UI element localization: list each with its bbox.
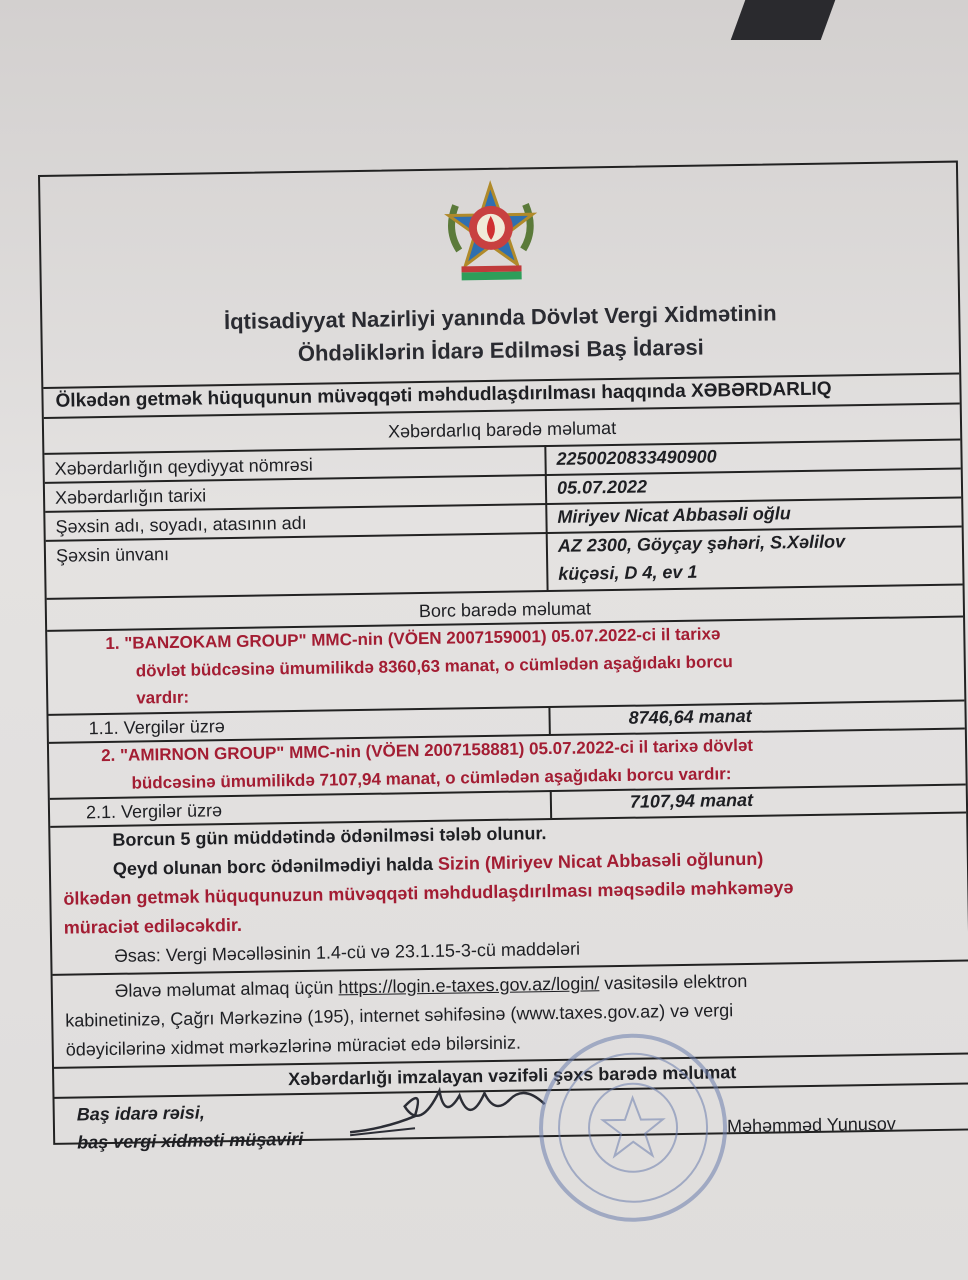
debt-item-2-sub-label: 2.1. Vergilər üzrə (85, 800, 223, 823)
header-line-1: İqtisadiyyat Nazirliyi yanında Dövlət Vergi Xidmətinin (223, 300, 777, 335)
signer-position-1: Baş idarə rəisi, (76, 1102, 205, 1125)
notice-value-date: 05.07.2022 (556, 476, 648, 498)
notice-value-registration: 2250020833490900 (556, 446, 717, 469)
notice-label-address: Şəxsin ünvanı (55, 543, 170, 566)
payment-requirement: Borcun 5 gün müddətində ödənilməsi tələb olunur. (112, 823, 547, 850)
notice-label-registration: Xəbərdarlığın qeydiyyat nömrəsi (54, 454, 313, 479)
info-line-1-end: vasitəsilə elektron (599, 970, 748, 994)
info-line-1 (115, 971, 748, 1002)
info-line-1-start: Əlavə məlumat almaq üçün (114, 977, 339, 1001)
info-line-2: kabinetinizə, Çağrı Mərkəzinə (195), internet səhifəsinə (www.taxes.gov.az) və vergi (65, 1000, 734, 1031)
legal-basis: Əsas: Vergi Məcəlləsinin 1.4-cü və 23.1.15-3-cü maddələri (114, 938, 581, 966)
document-title: Ölkədən getmək hüququnun müvəqqəti məhdudlaşdırılması haqqında XƏBƏRDARLIQ (55, 378, 832, 412)
warning-line-4: müraciət ediləcəkdir. (63, 914, 243, 938)
debt-item-2-line-1: 2. "AMIRNON GROUP" MMC-nin (VÖEN 2007158881) 05.07.2022-ci il tarixə dövlət (100, 735, 754, 766)
notice-value-name: Miriyev Nicat Abbasəli oğlu (557, 503, 791, 527)
state-emblem-icon (440, 179, 542, 291)
debt-item-1-line-3: vardır: (136, 687, 190, 708)
debt-item-2-sub-value: 7107,94 manat (629, 789, 754, 812)
warning-line-2-name: Sizin (Miriyev Nicat Abbasəli oğlunun) (437, 848, 764, 874)
column-divider (550, 790, 552, 818)
official-stamp-icon (531, 1026, 734, 1229)
debt-item-2-line-2: büdcəsinə ümumilikdə 7107,94 manat, o cümlədən aşağıdakı borcu vardır: (131, 764, 732, 793)
debt-item-1-sub-value: 8746,64 manat (628, 705, 752, 728)
signer-position-2: baş vergi xidməti müşaviri (77, 1128, 304, 1153)
column-divider (548, 706, 550, 734)
column-divider (544, 445, 548, 590)
debt-item-1-line-1: 1. "BANZOKAM GROUP" MMC-nin (VÖEN 2007159001) 05.07.2022-ci il tarixə (105, 624, 721, 653)
signer-section-title: Xəbərdarlığı imzalayan vəzifəli şəxs barədə məlumat (287, 1062, 737, 1090)
notice-value-address: AZ 2300, Göyçay şəhəri, S.Xəlilov (557, 531, 846, 556)
debt-item-1-line-2: dövlət büdcəsinə ümumilikdə 8360,63 manat, o cümlədən aşağıdakı borcu (135, 652, 733, 681)
warning-line-3: ölkədən getmək hüququnuzun müvəqqəti məhdudlaşdırılması məqsədilə məhkəməyə (63, 877, 794, 909)
info-line-3: ödəyicilərinə xidmət mərkəzlərinə müraciət edə bilərsiniz. (65, 1032, 522, 1060)
notice-value-address-line2: küçəsi, D 4, ev 1 (558, 561, 698, 584)
debt-section-title: Borc barədə məlumat (418, 598, 592, 622)
header-line-2: Öhdəliklərin İdarə Edilməsi Baş İdarəsi (297, 334, 704, 366)
warning-line-2-start: Qeyd olunan borc ödənilmədiyi halda (112, 853, 439, 879)
notice-document (38, 161, 968, 1153)
notice-label-date: Xəbərdarlığın tarixi (54, 485, 207, 508)
debt-item-1-sub-label: 1.1. Vergilər üzrə (88, 716, 225, 739)
signer-name: Məhəmməd Yunusov (726, 1113, 896, 1137)
dark-corner (731, 0, 836, 40)
notice-label-name: Şəxsin adı, soyadı, atasının adı (55, 512, 307, 537)
notice-section-title: Xəbərdarlıq barədə məlumat (387, 417, 617, 442)
etaxes-login-link[interactable]: https://login.e-taxes.gov.az/login/ (338, 973, 600, 998)
warning-line-2 (113, 849, 764, 880)
